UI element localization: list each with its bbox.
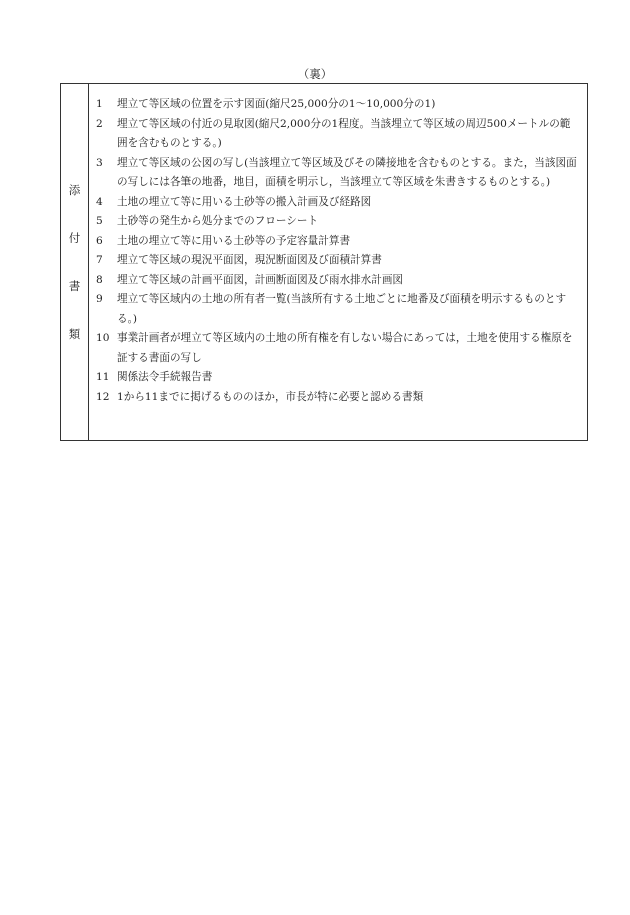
document-list: [89, 84, 587, 440]
list-item: [96, 95, 579, 115]
item-number: 1: [96, 98, 103, 110]
item-text: 埋立て等区域の位置を示す図面(縮尺25,000分の1～10,000分の1): [117, 98, 436, 110]
label-char: 付: [68, 231, 81, 245]
item-number: 10: [96, 332, 110, 344]
item-number: 3: [96, 156, 103, 169]
item-text: 埋立て等区域の付近の見取図(縮尺2,000分の1程度。当該埋立て等区域の周辺500メートルの範囲を含むものとする。): [117, 117, 571, 149]
list-item: [96, 271, 579, 291]
label-char: 添: [68, 183, 81, 197]
item-text: 土地の埋立て等に用いる土砂等の予定容量計算書: [117, 234, 351, 247]
item-number: 2: [96, 117, 103, 130]
item-number: 9: [96, 293, 103, 305]
item-number: 4: [96, 195, 103, 208]
label-char: 書: [68, 279, 81, 293]
item-text: 1から11までに掲げるもののほか，市長が特に必要と認める書類: [117, 390, 424, 403]
item-number: 6: [96, 234, 103, 247]
item-number: 12: [96, 390, 110, 403]
item-number: 8: [96, 273, 103, 286]
item-text: 埋立て等区域内の土地の所有者一覧(当該所有する土地ごとに地番及び面積を明示するものとする。): [117, 293, 567, 325]
item-text: 土砂等の発生から処分までのフローシート: [117, 215, 319, 227]
list-item: [96, 193, 579, 213]
item-text: 土地の埋立て等に用いる土砂等の搬入計画及び経路図: [117, 195, 372, 208]
list-item: [96, 329, 579, 368]
item-text: 事業計画者が埋立て等区域内の土地の所有権を有しない場合にあっては，土地を使用する権原を証する書面の写し: [117, 332, 573, 364]
item-text: 埋立て等区域の現況平面図，現況断面図及び面積計算書: [117, 254, 382, 266]
item-number: 11: [96, 371, 110, 383]
item-text: 埋立て等区域の計画平面図，計画断面図及び雨水排水計画図: [117, 273, 404, 286]
item-number: 5: [96, 215, 103, 227]
list-item: [96, 290, 579, 329]
page-heading: （裏）: [297, 67, 333, 81]
list-item: [96, 212, 579, 232]
item-text: 関係法令手続報告書: [117, 371, 213, 383]
item-text: 埋立て等区域の公図の写し(当該埋立て等区域及びその隣接地を含むものとする。また，当該図面の写しには各筆の地番，地目，面積を明示し，当該埋立て等区域を朱書きするものとする。): [117, 156, 577, 188]
item-number: 7: [96, 254, 103, 266]
list-item: [96, 388, 579, 408]
list-item: [96, 232, 579, 252]
list-item: [96, 154, 579, 193]
attached-documents-label: [61, 84, 89, 440]
list-item: [96, 368, 579, 388]
list-item: [96, 115, 579, 154]
list-item: [96, 251, 579, 271]
attached-documents-table: [60, 83, 588, 441]
label-char: 類: [68, 327, 81, 341]
